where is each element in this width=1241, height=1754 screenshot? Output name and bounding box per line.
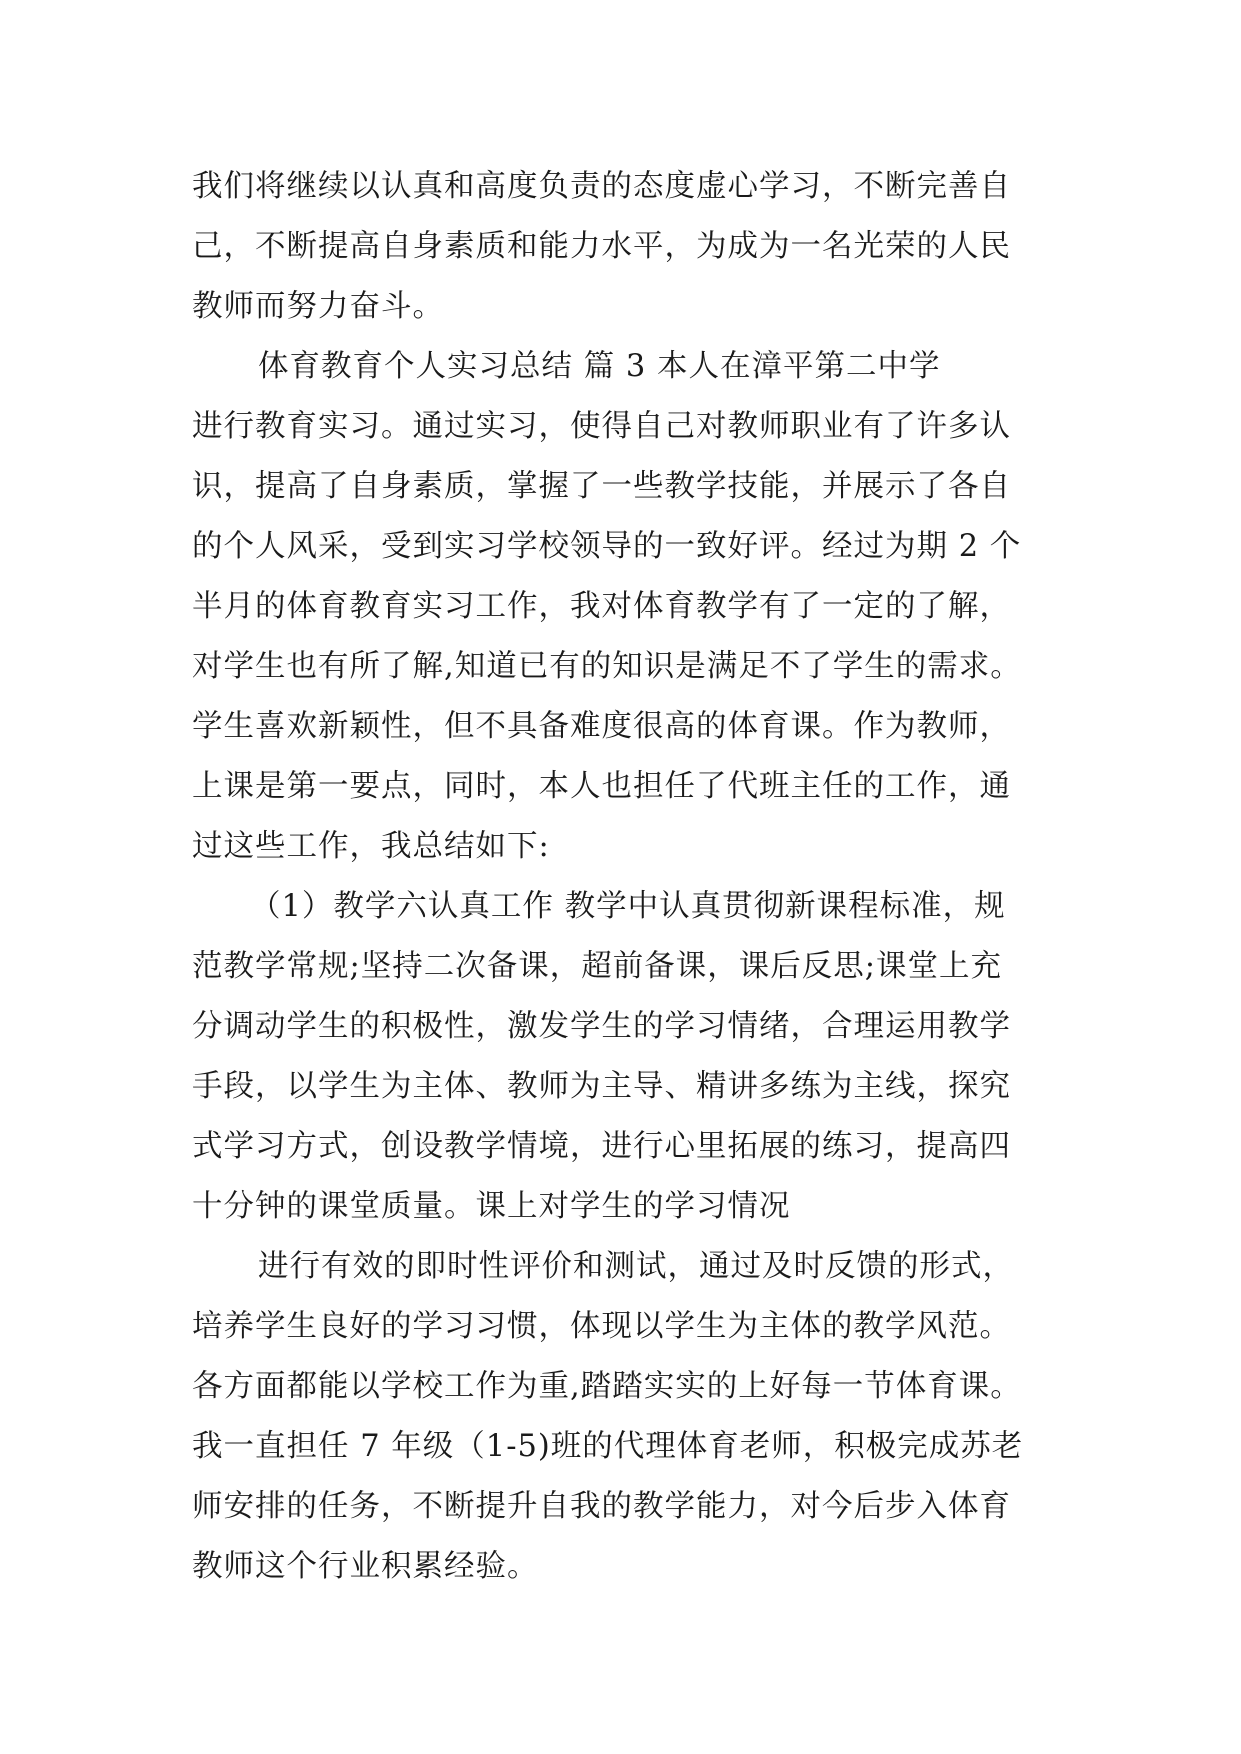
text-line: 识，提高了自身素质，掌握了一些教学技能，并展示了各自 xyxy=(192,469,1011,504)
text-line: 十分钟的课堂质量。课上对学生的学习情况 xyxy=(192,1189,791,1224)
text-line: 教师这个行业积累经验。 xyxy=(192,1549,539,1584)
section-heading-line: 体育教育个人实习总结 篇 3 本人在漳平第二中学 xyxy=(258,349,941,384)
text-line: 我们将继续以认真和高度负责的态度虚心学习，不断完善自 xyxy=(192,169,1011,204)
text-line: 分调动学生的积极性，激发学生的学习情绪，合理运用教学 xyxy=(192,1009,1011,1044)
text-line: 范教学常规;坚持二次备课，超前备课，课后反思;课堂上充 xyxy=(192,949,1003,984)
text-line: 己，不断提高自身素质和能力水平，为成为一名光荣的人民 xyxy=(192,229,1011,264)
text-line: 上课是第一要点，同时，本人也担任了代班主任的工作，通 xyxy=(192,769,1011,804)
text-line: 式学习方式，创设教学情境，进行心里拓展的练习，提高四 xyxy=(192,1129,1011,1164)
text-line: 各方面都能以学校工作为重,踏踏实实的上好每一节体育课。 xyxy=(192,1369,1022,1404)
list-item-line: （1）教学六认真工作 教学中认真贯彻新课程标准，规 xyxy=(250,889,1006,924)
text-line: 对学生也有所了解,知道已有的知识是满足不了学生的需求。 xyxy=(192,649,1022,684)
text-line: 的个人风采，受到实习学校领导的一致好评。经过为期 2 个 xyxy=(192,529,1022,564)
text-line: 手段，以学生为主体、教师为主导、精讲多练为主线，探究 xyxy=(192,1069,1011,1104)
document-body xyxy=(192,157,1052,1597)
text-line: 我一直担任 7 年级（1-5)班的代理体育老师，积极完成苏老 xyxy=(192,1429,1024,1464)
text-line: 师安排的任务，不断提升自我的教学能力，对今后步入体育 xyxy=(192,1489,1011,1524)
text-line: 进行教育实习。通过实习，使得自己对教师职业有了许多认 xyxy=(192,409,1011,444)
text-line: 教师而努力奋斗。 xyxy=(192,289,444,324)
paragraph-start-line: 进行有效的即时性评价和测试，通过及时反馈的形式， xyxy=(258,1249,1014,1284)
text-line: 学生喜欢新颖性，但不具备难度很高的体育课。作为教师， xyxy=(192,709,1011,744)
text-line: 过这些工作，我总结如下: xyxy=(192,829,550,864)
text-line: 培养学生良好的学习习惯，体现以学生为主体的教学风范。 xyxy=(192,1309,1011,1344)
text-line: 半月的体育教育实习工作，我对体育教学有了一定的了解， xyxy=(192,589,1011,624)
